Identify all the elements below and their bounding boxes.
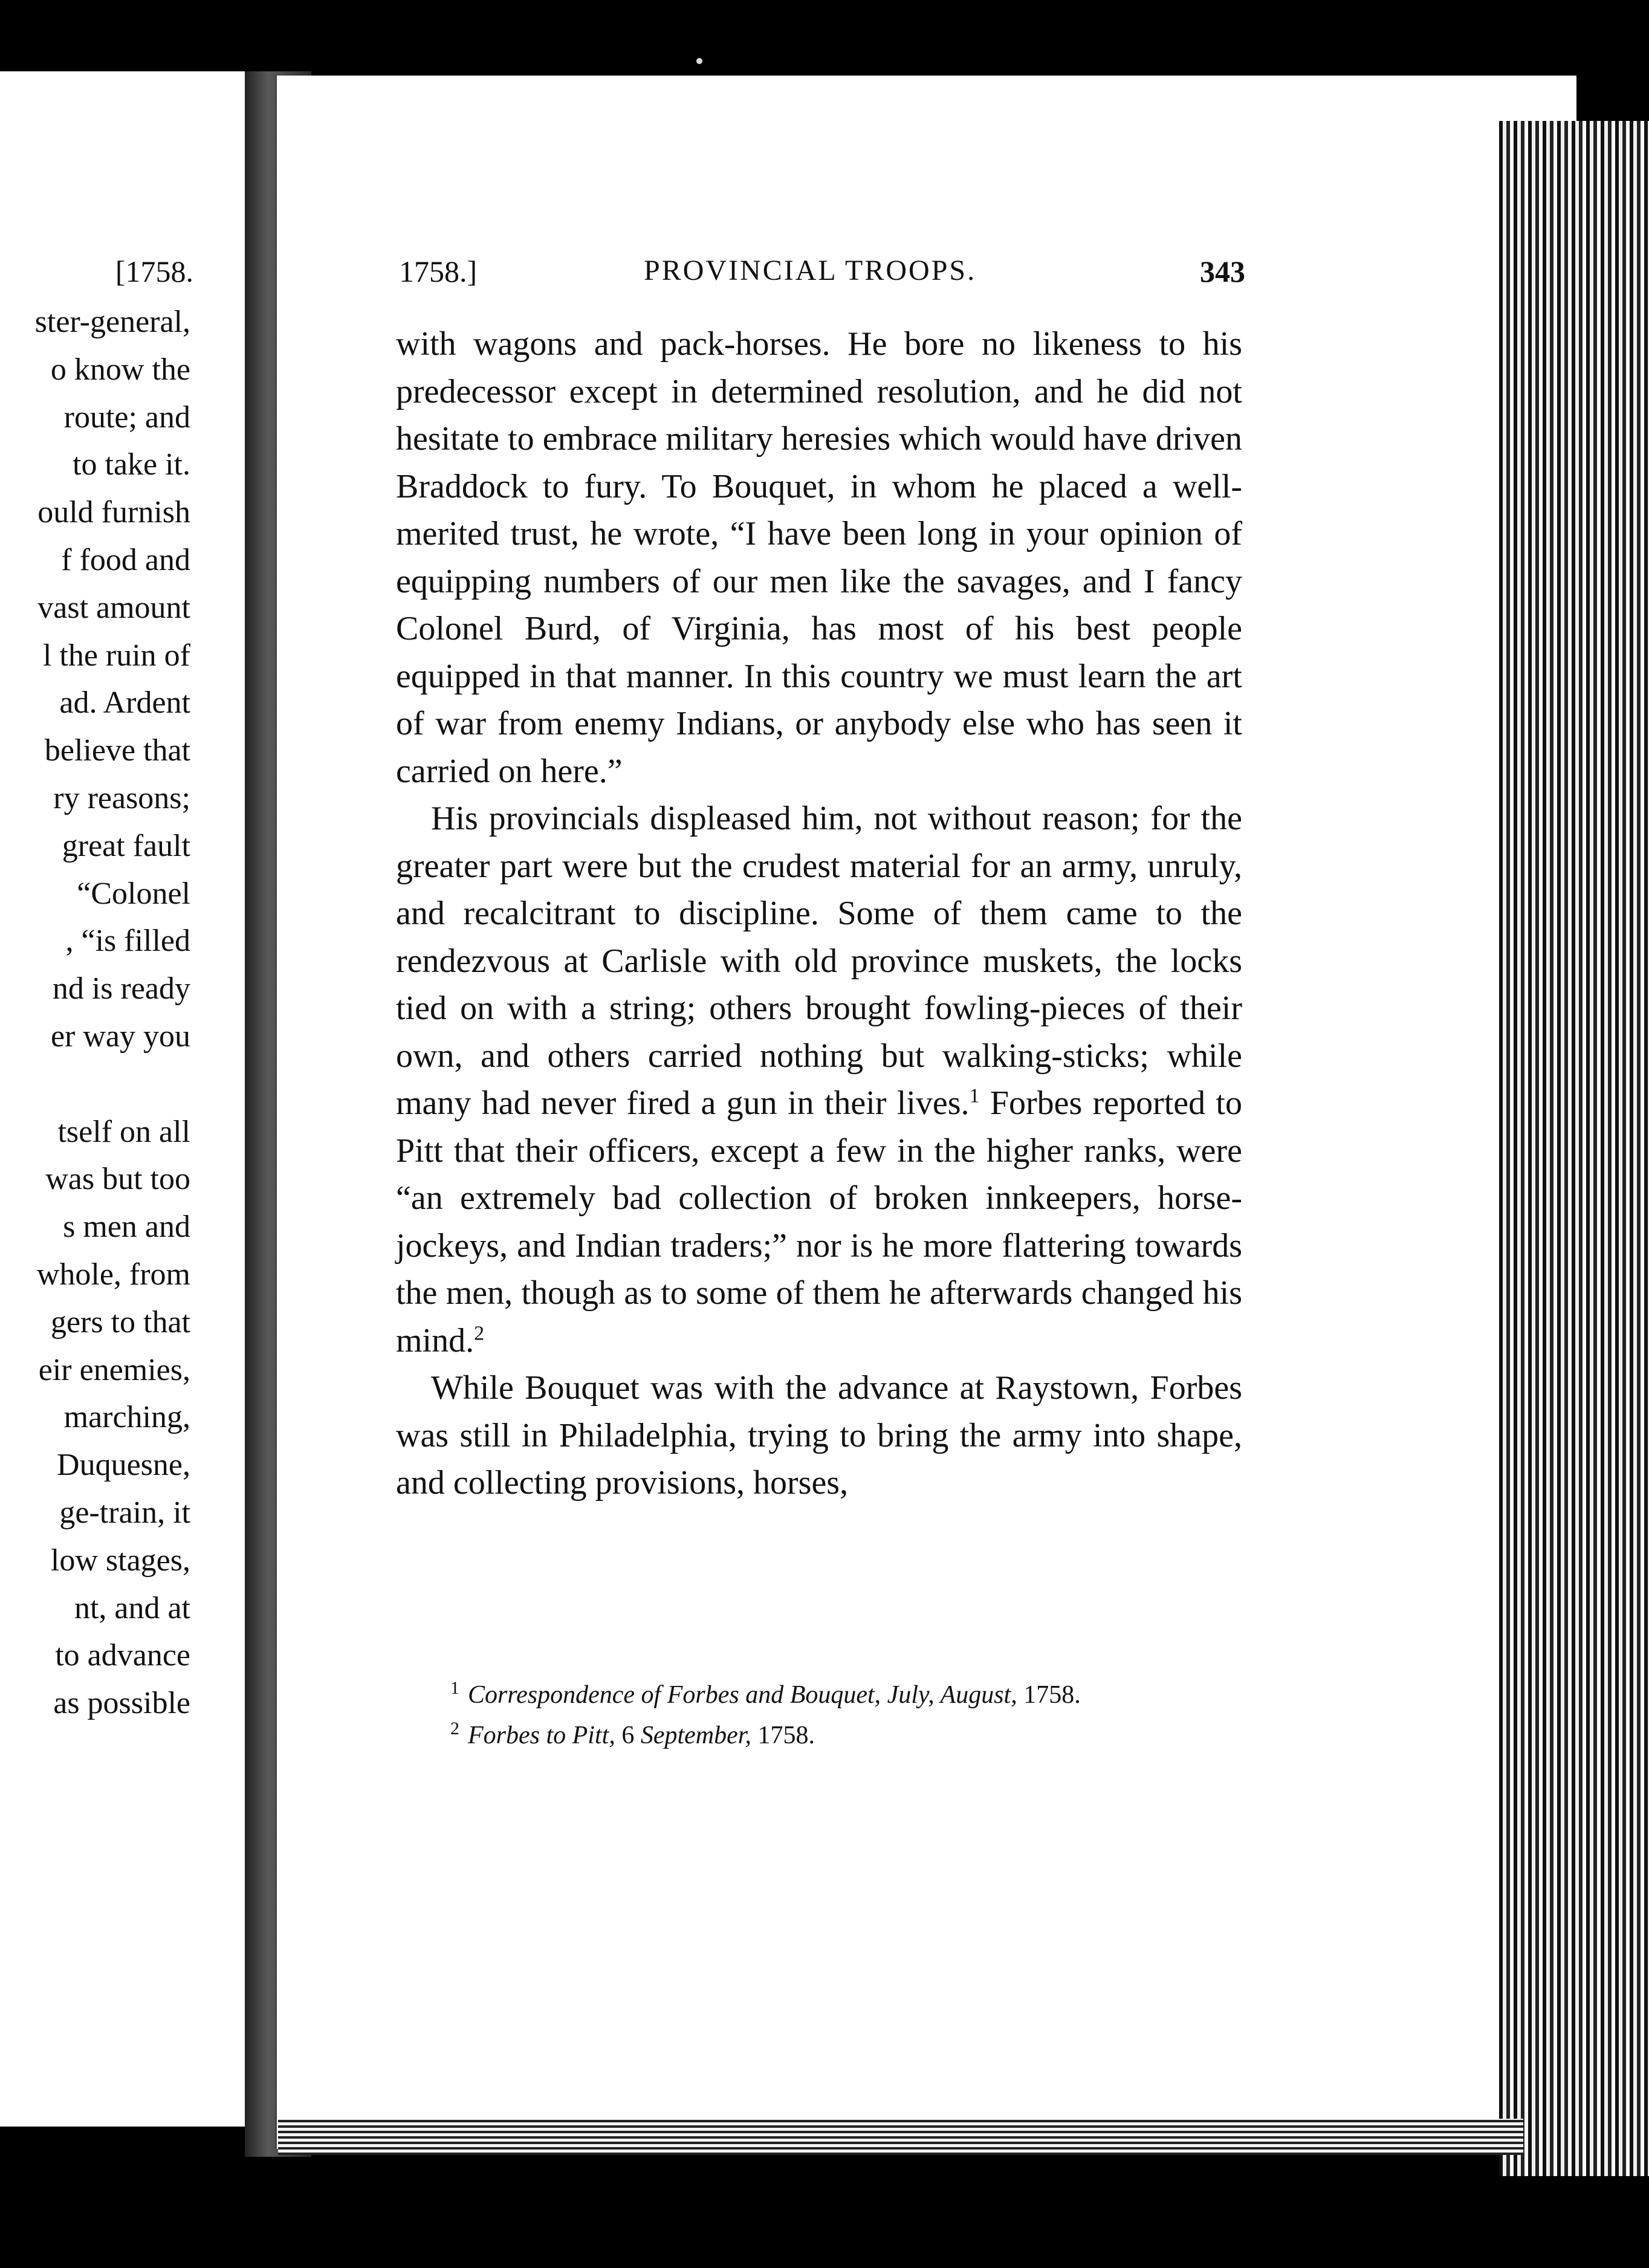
- left-page-line: was but too: [45, 1162, 190, 1197]
- page-edges-right: [1499, 121, 1649, 2176]
- left-page-header: [1758.: [115, 254, 193, 288]
- left-page-line: to take it.: [73, 447, 190, 482]
- left-page-line: er way you: [50, 1019, 190, 1054]
- left-page-line: o know the: [50, 352, 190, 387]
- left-page-line: route; and: [63, 400, 190, 435]
- left-page-line: whole, from: [36, 1257, 190, 1292]
- left-page-line: nt, and at: [74, 1590, 190, 1625]
- footnote-day: 6: [615, 1722, 641, 1749]
- paragraph-2-part-a: His provincials displeased him, not without reason; for the greater part were but the crudest material for an army, unruly, and recalcitrant to discipline. Some of them came to the rendezvous at Carlisle with old province muskets, the locks tied on with a string; others brought fowling-pieces of their own, and others carried nothing but walking-sticks; while many had never fired a gun in their lives.: [396, 800, 1242, 1122]
- paragraph-2: [396, 795, 1242, 1364]
- paragraph-2-part-b: Forbes reported to Pitt that their officers, except a few in the higher ranks, were “an extremely bad collection of broken innkeepers, horse-jockeys, and Indian traders;” nor is he more flattering towards the men, though as to some of them he afterwards changed his mind.: [396, 1084, 1242, 1359]
- page-edges-bottom: [278, 2119, 1523, 2155]
- page-number: 343: [1200, 254, 1245, 288]
- left-page-line: marching,: [63, 1400, 190, 1435]
- left-page-line: gers to that: [50, 1304, 190, 1340]
- left-page-line: Duquesne,: [57, 1448, 190, 1483]
- left-page-line: ry reasons;: [53, 780, 190, 815]
- footnote-year: 1758.: [1017, 1681, 1081, 1709]
- header-year: 1758.]: [399, 254, 478, 288]
- left-page-line: [0, 1061, 190, 1109]
- left-page-line: , “is filled: [65, 924, 190, 959]
- left-page-line: s men and: [63, 1210, 190, 1245]
- left-page-line: “Colonel: [77, 876, 190, 911]
- paragraph-3: While Bouquet was with the advance at Raystown, Forbes was still in Philadelphia, trying to bring the army into shape, and collecting provisions, horses,: [396, 1369, 1242, 1502]
- footnote-2: [450, 1712, 1236, 1752]
- footnote-1: [450, 1671, 1236, 1712]
- paragraph-1: with wagons and pack-horses. He bore no likeness to his predecessor except in determined resolution, and he did not hesitate to embrace military heresies which would have driven Braddock to fury. To Bouquet, in whom he placed a well-merited trust, he wrote, “I have been long in your opinion of equipping numbers of our men like the savages, and I fancy Colonel Burd, of Virginia, has most of his best people equipped in that manner. In this country we must learn the art of war from enemy Indians, or anybody else who has seen it carried on here.”: [396, 325, 1242, 790]
- left-page-line: f food and: [61, 542, 190, 577]
- left-page-line: ster-general,: [34, 305, 190, 339]
- footnote-number: 2: [450, 1719, 459, 1738]
- left-page-line: ge-train, it: [59, 1495, 190, 1530]
- left-page-line: low stages,: [50, 1543, 190, 1578]
- left-page-line: as possible: [53, 1686, 190, 1721]
- left-page-line: believe that: [44, 733, 190, 768]
- left-page-line: ad. Ardent: [59, 685, 190, 721]
- footnote-text: Correspondence of Forbes and Bouquet, July, August,: [468, 1681, 1017, 1709]
- footnote-year: 1758.: [751, 1722, 815, 1749]
- left-page-line: to advance: [55, 1638, 190, 1673]
- footnote-number: 1: [450, 1678, 459, 1698]
- left-page-line: l the ruin of: [42, 638, 190, 673]
- footnote-ref-2[interactable]: 2: [474, 1321, 485, 1344]
- footnote-month: September,: [640, 1722, 751, 1749]
- left-page-line: vast amount: [37, 590, 190, 625]
- footnotes: [450, 1671, 1236, 1752]
- left-page-text: [0, 299, 190, 1728]
- left-page-line: nd is ready: [52, 971, 190, 1006]
- left-page-line: eir enemies,: [38, 1352, 190, 1387]
- left-page-line: great fault: [62, 828, 190, 863]
- running-header: [399, 254, 1245, 296]
- footnote-text: Forbes to Pitt,: [468, 1722, 615, 1749]
- body-text: [396, 320, 1242, 1507]
- header-title: PROVINCIAL TROOPS.: [644, 254, 977, 287]
- left-page-line: tself on all: [57, 1114, 190, 1149]
- left-page-line: ould furnish: [37, 495, 190, 530]
- footnote-ref-1[interactable]: 1: [969, 1084, 980, 1107]
- speck: [696, 58, 702, 64]
